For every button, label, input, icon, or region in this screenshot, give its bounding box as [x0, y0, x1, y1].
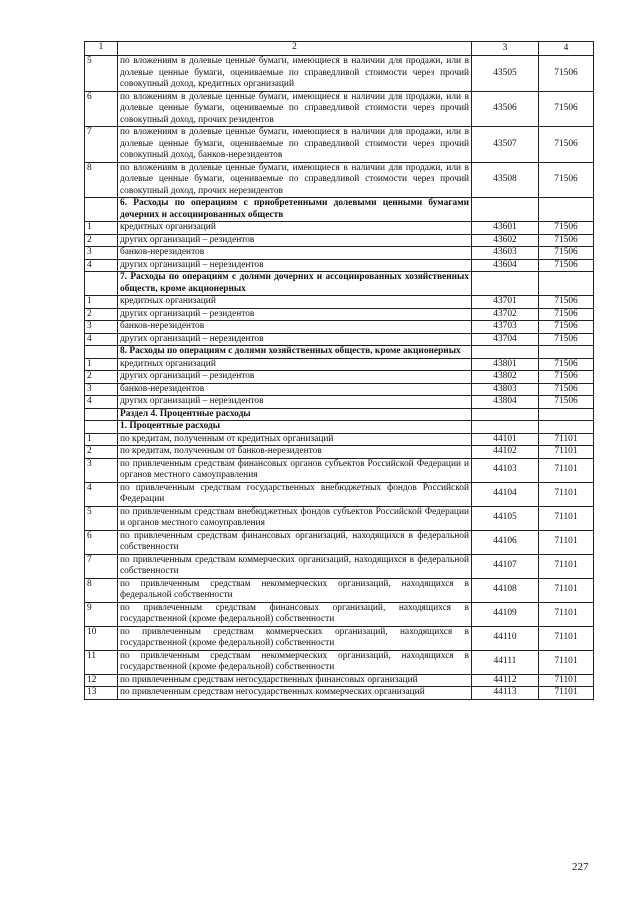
- description-cell: кредитных организаций: [118, 222, 472, 235]
- description-cell: по вложениям в долевые ценные бумаги, имеющиеся в наличии для продажи, или в долевые ценные бумаги, оцениваемые по справедливой стоимости через прочий совокупный доход, банков-нерезидентов: [118, 127, 472, 163]
- description-cell: по вложениям в долевые ценные бумаги, имеющиеся в наличии для продажи, или в долевые ценные бумаги, оцениваемые по справедливой стоимости через прочий совокупный доход, прочих нерезидентов: [118, 162, 472, 198]
- ordinary-code-cell: 43507: [472, 127, 539, 163]
- symbol-code-cell: 71101: [539, 650, 594, 674]
- ordinary-code-cell: 43603: [472, 247, 539, 260]
- description-cell: других организаций – нерезидентов: [118, 333, 472, 346]
- ordinary-code-cell: 43702: [472, 308, 539, 321]
- row-number-cell: [85, 421, 118, 434]
- symbol-code-cell: 71101: [539, 482, 594, 506]
- row-number-cell: 12: [85, 674, 118, 687]
- symbol-code-cell: 71101: [539, 602, 594, 626]
- row-number-cell: 11: [85, 650, 118, 674]
- table-row: [85, 530, 594, 554]
- section-heading-row: [85, 346, 594, 359]
- description-cell: по кредитам, полученным от банков-нерезидентов: [118, 446, 472, 459]
- table-row: [85, 127, 594, 163]
- symbol-code-cell: 71506: [539, 247, 594, 260]
- symbol-code-cell: [539, 421, 594, 434]
- table-row: [85, 222, 594, 235]
- row-number-cell: 3: [85, 383, 118, 396]
- ordinary-code-cell: [472, 421, 539, 434]
- ordinary-code-cell: 44101: [472, 433, 539, 446]
- row-number-cell: 6: [85, 91, 118, 127]
- ordinary-code-cell: 44109: [472, 602, 539, 626]
- row-number-cell: [85, 408, 118, 421]
- symbol-code-cell: 71506: [539, 321, 594, 334]
- ordinary-code-cell: 44111: [472, 650, 539, 674]
- symbol-code-cell: 71101: [539, 626, 594, 650]
- symbol-code-cell: 71506: [539, 222, 594, 235]
- header-col-3: 3: [472, 42, 539, 56]
- row-number-cell: 1: [85, 358, 118, 371]
- table-row: [85, 91, 594, 127]
- ordinary-code-cell: 43506: [472, 91, 539, 127]
- page-number: 227: [572, 861, 589, 873]
- description-cell: по привлеченным средствам финансовых организаций, находящихся в государственной (кроме федеральной) собственности: [118, 602, 472, 626]
- row-number-cell: 2: [85, 371, 118, 384]
- symbol-code-cell: 71506: [539, 333, 594, 346]
- ordinary-code-cell: 43505: [472, 56, 539, 92]
- symbol-code-cell: 71506: [539, 127, 594, 163]
- row-number-cell: 1: [85, 222, 118, 235]
- description-cell: банков-нерезидентов: [118, 321, 472, 334]
- header-col-1: 1: [85, 42, 118, 56]
- description-cell: по привлеченным средствам некоммерческих организаций, находящихся в федеральной собственности: [118, 578, 472, 602]
- ordinary-code-cell: 44107: [472, 554, 539, 578]
- ordinary-code-cell: 44103: [472, 458, 539, 482]
- description-cell: других организаций – нерезидентов: [118, 259, 472, 272]
- symbol-code-cell: 71101: [539, 446, 594, 459]
- description-cell: по привлеченным средствам коммерческих организаций, находящихся в федеральной собственности: [118, 554, 472, 578]
- row-number-cell: 4: [85, 482, 118, 506]
- table-row: [85, 296, 594, 309]
- description-cell: других организаций – резидентов: [118, 234, 472, 247]
- ordinary-code-cell: 43802: [472, 371, 539, 384]
- ordinary-code-cell: 43601: [472, 222, 539, 235]
- row-number-cell: 8: [85, 578, 118, 602]
- ordinary-code-cell: 43604: [472, 259, 539, 272]
- symbol-code-cell: 71506: [539, 259, 594, 272]
- symbol-code-cell: [539, 408, 594, 421]
- row-number-cell: 10: [85, 626, 118, 650]
- table-row: [85, 650, 594, 674]
- table-row: [85, 333, 594, 346]
- description-cell: по привлеченным средствам негосударственных коммерческих организаций: [118, 687, 472, 700]
- ordinary-code-cell: 44104: [472, 482, 539, 506]
- section-heading-row: [85, 408, 594, 421]
- table-row: [85, 626, 594, 650]
- description-cell: по привлеченным средствам финансовых организаций, находящихся в федеральной собственности: [118, 530, 472, 554]
- row-number-cell: 13: [85, 687, 118, 700]
- description-cell: других организаций – резидентов: [118, 308, 472, 321]
- table-row: [85, 446, 594, 459]
- table-row: [85, 371, 594, 384]
- description-cell: банков-нерезидентов: [118, 383, 472, 396]
- table-row: [85, 687, 594, 700]
- row-number-cell: 5: [85, 56, 118, 92]
- table-row: [85, 482, 594, 506]
- section-heading-row: [85, 421, 594, 434]
- row-number-cell: 3: [85, 458, 118, 482]
- symbol-code-cell: [539, 272, 594, 296]
- ordinary-code-cell: 43703: [472, 321, 539, 334]
- table-row: [85, 458, 594, 482]
- row-number-cell: 4: [85, 396, 118, 409]
- ordinary-code-cell: 43804: [472, 396, 539, 409]
- row-number-cell: 9: [85, 602, 118, 626]
- symbol-code-cell: 71506: [539, 296, 594, 309]
- row-number-cell: 3: [85, 247, 118, 260]
- row-number-cell: 3: [85, 321, 118, 334]
- ordinary-code-cell: 44102: [472, 446, 539, 459]
- row-number-cell: 7: [85, 554, 118, 578]
- symbol-code-cell: 71506: [539, 396, 594, 409]
- table-row: [85, 396, 594, 409]
- ordinary-code-cell: 43801: [472, 358, 539, 371]
- symbol-code-cell: 71101: [539, 433, 594, 446]
- table-row: [85, 259, 594, 272]
- accounts-table: [84, 41, 594, 700]
- description-cell: по привлеченным средствам коммерческих организаций, находящихся в государственной (кроме федеральной) собственности: [118, 626, 472, 650]
- description-cell: кредитных организаций: [118, 358, 472, 371]
- section-heading-row: [85, 272, 594, 296]
- row-number-cell: 7: [85, 127, 118, 163]
- row-number-cell: 1: [85, 433, 118, 446]
- table-row: [85, 162, 594, 198]
- symbol-code-cell: 71101: [539, 687, 594, 700]
- header-col-2: 2: [118, 42, 472, 56]
- table-row: [85, 308, 594, 321]
- description-cell: других организаций – резидентов: [118, 371, 472, 384]
- row-number-cell: 2: [85, 308, 118, 321]
- table-row: [85, 358, 594, 371]
- section-heading-row: [85, 198, 594, 222]
- description-cell: по привлеченным средствам негосударственных финансовых организаций: [118, 674, 472, 687]
- row-number-cell: 2: [85, 234, 118, 247]
- symbol-code-cell: 71101: [539, 458, 594, 482]
- ordinary-code-cell: 44105: [472, 506, 539, 530]
- ordinary-code-cell: [472, 198, 539, 222]
- row-number-cell: 4: [85, 259, 118, 272]
- ordinary-code-cell: 44108: [472, 578, 539, 602]
- description-cell: по привлеченным средствам внебюджетных фондов субъектов Российской Федерации и органов местного самоуправления: [118, 506, 472, 530]
- symbol-code-cell: 71101: [539, 578, 594, 602]
- symbol-code-cell: 71506: [539, 56, 594, 92]
- table-row: [85, 674, 594, 687]
- section-title-cell: 1. Процентные расходы: [118, 421, 472, 434]
- table-header-row: [85, 42, 594, 56]
- table-row: [85, 578, 594, 602]
- symbol-code-cell: 71506: [539, 234, 594, 247]
- table-row: [85, 433, 594, 446]
- ordinary-code-cell: [472, 346, 539, 359]
- symbol-code-cell: 71101: [539, 506, 594, 530]
- description-cell: по привлеченным средствам государственных внебюджетных фондов Российской Федерации: [118, 482, 472, 506]
- description-cell: других организаций – нерезидентов: [118, 396, 472, 409]
- row-number-cell: 8: [85, 162, 118, 198]
- symbol-code-cell: 71506: [539, 358, 594, 371]
- description-cell: по вложениям в долевые ценные бумаги, имеющиеся в наличии для продажи, или в долевые ценные бумаги, оцениваемые по справедливой стоимости через прочий совокупный доход, кредитных организаций: [118, 56, 472, 92]
- description-cell: по вложениям в долевые ценные бумаги, имеющиеся в наличии для продажи, или в долевые ценные бумаги, оцениваемые по справедливой стоимости через прочий совокупный доход, прочих резидентов: [118, 91, 472, 127]
- accounts-table-body: [85, 42, 594, 700]
- description-cell: по привлеченным средствам некоммерческих организаций, находящихся в государственной (кроме федеральной) собственности: [118, 650, 472, 674]
- section-title-cell: 6. Расходы по операциям с приобретенными долевыми ценными бумагами дочерних и ассоциированных обществ: [118, 198, 472, 222]
- symbol-code-cell: 71506: [539, 383, 594, 396]
- symbol-code-cell: 71101: [539, 530, 594, 554]
- row-number-cell: 5: [85, 506, 118, 530]
- ordinary-code-cell: 44106: [472, 530, 539, 554]
- row-number-cell: [85, 346, 118, 359]
- table-row: [85, 602, 594, 626]
- symbol-code-cell: 71506: [539, 162, 594, 198]
- ordinary-code-cell: 43803: [472, 383, 539, 396]
- symbol-code-cell: 71101: [539, 674, 594, 687]
- header-col-4: 4: [539, 42, 594, 56]
- table-row: [85, 383, 594, 396]
- ordinary-code-cell: 43508: [472, 162, 539, 198]
- row-number-cell: 2: [85, 446, 118, 459]
- row-number-cell: [85, 198, 118, 222]
- ordinary-code-cell: 43701: [472, 296, 539, 309]
- ordinary-code-cell: [472, 272, 539, 296]
- section-title-cell: 7. Расходы по операциям с долями дочерних и ассоциированных хозяйственных обществ, кроме акционерных: [118, 272, 472, 296]
- symbol-code-cell: [539, 346, 594, 359]
- ordinary-code-cell: 44110: [472, 626, 539, 650]
- row-number-cell: 1: [85, 296, 118, 309]
- table-row: [85, 321, 594, 334]
- section-title-cell: Раздел 4. Процентные расходы: [118, 408, 472, 421]
- description-cell: кредитных организаций: [118, 296, 472, 309]
- section-title-cell: 8. Расходы по операциям с долями хозяйственных обществ, кроме акционерных: [118, 346, 472, 359]
- symbol-code-cell: 71101: [539, 554, 594, 578]
- symbol-code-cell: [539, 198, 594, 222]
- table-row: [85, 247, 594, 260]
- ordinary-code-cell: 43602: [472, 234, 539, 247]
- table-row: [85, 506, 594, 530]
- row-number-cell: 6: [85, 530, 118, 554]
- description-cell: по кредитам, полученным от кредитных организаций: [118, 433, 472, 446]
- table-row: [85, 56, 594, 92]
- description-cell: по привлеченным средствам финансовых органов субъектов Российской Федерации и органов местного самоуправления: [118, 458, 472, 482]
- symbol-code-cell: 71506: [539, 371, 594, 384]
- row-number-cell: [85, 272, 118, 296]
- row-number-cell: 4: [85, 333, 118, 346]
- ordinary-code-cell: 44113: [472, 687, 539, 700]
- table-row: [85, 234, 594, 247]
- symbol-code-cell: 71506: [539, 91, 594, 127]
- table-row: [85, 554, 594, 578]
- ordinary-code-cell: 44112: [472, 674, 539, 687]
- ordinary-code-cell: [472, 408, 539, 421]
- symbol-code-cell: 71506: [539, 308, 594, 321]
- description-cell: банков-нерезидентов: [118, 247, 472, 260]
- ordinary-code-cell: 43704: [472, 333, 539, 346]
